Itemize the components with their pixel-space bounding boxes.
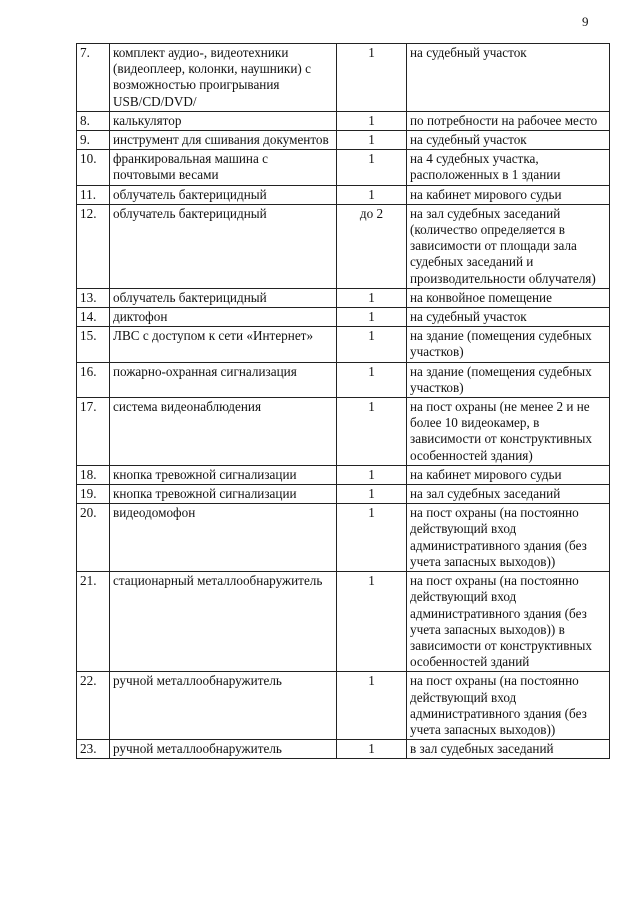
note-cell: на судебный участок: [407, 308, 610, 327]
row-number-cell: 17.: [77, 398, 110, 466]
table-row: [77, 572, 610, 672]
row-number-cell: 7.: [77, 44, 110, 112]
note-cell: в зал судебных заседаний: [407, 740, 610, 759]
note-cell: на кабинет мирового судьи: [407, 185, 610, 204]
quantity-cell: до 2: [337, 204, 407, 288]
table-row: [77, 485, 610, 504]
row-number-cell: 14.: [77, 308, 110, 327]
row-number-cell: 11.: [77, 185, 110, 204]
note-cell: на судебный участок: [407, 44, 610, 112]
note-cell: на пост охраны (не менее 2 и не более 10 видеокамер, в зависимости от конструктивных особенностей здания): [407, 398, 610, 466]
row-number-cell: 23.: [77, 740, 110, 759]
quantity-cell: 1: [337, 44, 407, 112]
quantity-cell: 1: [337, 185, 407, 204]
item-name-cell: инструмент для сшивания документов: [110, 131, 337, 150]
row-number-cell: 18.: [77, 465, 110, 484]
item-name-cell: калькулятор: [110, 111, 337, 130]
item-name-cell: кнопка тревожной сигнализации: [110, 465, 337, 484]
table-body: [77, 44, 610, 759]
table-row: [77, 465, 610, 484]
row-number-cell: 21.: [77, 572, 110, 672]
quantity-cell: 1: [337, 308, 407, 327]
note-cell: на кабинет мирового судьи: [407, 465, 610, 484]
note-cell: на зал судебных заседаний: [407, 485, 610, 504]
row-number-cell: 20.: [77, 504, 110, 572]
quantity-cell: 1: [337, 398, 407, 466]
row-number-cell: 16.: [77, 362, 110, 397]
row-number-cell: 8.: [77, 111, 110, 130]
table-row: [77, 362, 610, 397]
row-number-cell: 13.: [77, 288, 110, 307]
item-name-cell: кнопка тревожной сигнализации: [110, 485, 337, 504]
equipment-table: [76, 43, 610, 759]
item-name-cell: ручной металлообнаружитель: [110, 672, 337, 740]
note-cell: на здание (помещения судебных участков): [407, 327, 610, 362]
quantity-cell: 1: [337, 504, 407, 572]
item-name-cell: пожарно-охранная сигнализация: [110, 362, 337, 397]
row-number-cell: 22.: [77, 672, 110, 740]
quantity-cell: 1: [337, 485, 407, 504]
note-cell: на пост охраны (на постоянно действующий вход административного здания (без учета запасных выходов)): [407, 504, 610, 572]
quantity-cell: 1: [337, 572, 407, 672]
row-number-cell: 9.: [77, 131, 110, 150]
note-cell: на здание (помещения судебных участков): [407, 362, 610, 397]
item-name-cell: ЛВС с доступом к сети «Интернет»: [110, 327, 337, 362]
row-number-cell: 10.: [77, 150, 110, 185]
note-cell: на конвойное помещение: [407, 288, 610, 307]
quantity-cell: 1: [337, 288, 407, 307]
table-row: [77, 740, 610, 759]
quantity-cell: 1: [337, 150, 407, 185]
row-number-cell: 19.: [77, 485, 110, 504]
quantity-cell: 1: [337, 465, 407, 484]
table-row: [77, 204, 610, 288]
item-name-cell: франкировальная машина с почтовыми весами: [110, 150, 337, 185]
quantity-cell: 1: [337, 327, 407, 362]
item-name-cell: ручной металлообнаружитель: [110, 740, 337, 759]
table-row: [77, 44, 610, 112]
item-name-cell: комплект аудио-, видеотехники (видеоплеер, колонки, наушники) с возможностью проигрывания USB/CD/DVD/: [110, 44, 337, 112]
row-number-cell: 15.: [77, 327, 110, 362]
table-row: [77, 504, 610, 572]
table-row: [77, 288, 610, 307]
quantity-cell: 1: [337, 111, 407, 130]
table-row: [77, 131, 610, 150]
note-cell: на 4 судебных участка, расположенных в 1 здании: [407, 150, 610, 185]
quantity-cell: 1: [337, 362, 407, 397]
row-number-cell: 12.: [77, 204, 110, 288]
item-name-cell: видеодомофон: [110, 504, 337, 572]
item-name-cell: система видеонаблюдения: [110, 398, 337, 466]
note-cell: на судебный участок: [407, 131, 610, 150]
table-row: [77, 398, 610, 466]
table-row: [77, 327, 610, 362]
table-row: [77, 185, 610, 204]
note-cell: на пост охраны (на постоянно действующий вход административного здания (без учета запасных выходов)) в зависимости от конструктивных особенностей зданий: [407, 572, 610, 672]
note-cell: по потребности на рабочее место: [407, 111, 610, 130]
item-name-cell: диктофон: [110, 308, 337, 327]
table-row: [77, 672, 610, 740]
item-name-cell: облучатель бактерицидный: [110, 288, 337, 307]
table-row: [77, 111, 610, 130]
page-number: 9: [582, 14, 589, 29]
note-cell: на зал судебных заседаний (количество определяется в зависимости от площади зала судебных заседаний и производительности облучателя): [407, 204, 610, 288]
item-name-cell: облучатель бактерицидный: [110, 204, 337, 288]
quantity-cell: 1: [337, 131, 407, 150]
table-row: [77, 308, 610, 327]
item-name-cell: стационарный металлообнаружитель: [110, 572, 337, 672]
table-row: [77, 150, 610, 185]
item-name-cell: облучатель бактерицидный: [110, 185, 337, 204]
note-cell: на пост охраны (на постоянно действующий вход административного здания (без учета запасных выходов)): [407, 672, 610, 740]
quantity-cell: 1: [337, 740, 407, 759]
quantity-cell: 1: [337, 672, 407, 740]
